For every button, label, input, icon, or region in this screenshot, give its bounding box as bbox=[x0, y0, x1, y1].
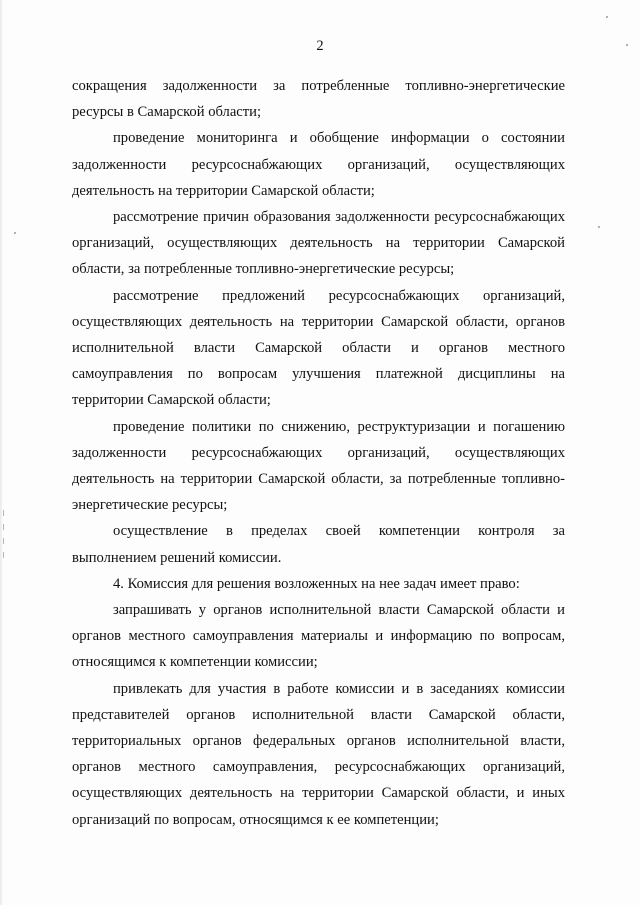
document-body bbox=[72, 73, 565, 833]
paragraph-proposals: рассмотрение предложений ресурсоснабжающих организаций, осуществляющих деятельность на территории Самарской области, органов исполнительной власти Самарской области и органов местного самоуправления по вопросам улучшения платежной дисциплины на территории Самарской области; bbox=[72, 287, 565, 409]
paragraph-control: осуществление в пределах своей компетенции контроля за выполнением решений комиссии. bbox=[72, 523, 565, 566]
paragraph-monitoring: проведение мониторинга и обобщение информации о состоянии задолженности ресурсоснабжающих организаций, осуществляющих деятельность на территории Самарской области; bbox=[72, 130, 565, 199]
scan-mark bbox=[3, 524, 4, 530]
paragraph-section-4-heading: 4. Комиссия для решения возложенных на нее задач имеет право: bbox=[113, 575, 520, 592]
page-number: 2 bbox=[316, 38, 324, 54]
scan-mark bbox=[3, 552, 4, 558]
scan-speck bbox=[606, 16, 608, 18]
scan-mark bbox=[3, 538, 4, 544]
scan-mark bbox=[3, 510, 4, 516]
paragraph-debt-policy: проведение политики по снижению, реструктуризации и погашению задолженности ресурсоснабжающих организаций, осуществляющих деятельность на территории Самарской области, за потребленные топливно-энергетические ресурсы; bbox=[72, 418, 565, 514]
paragraph-debt-causes: рассмотрение причин образования задолженности ресурсоснабжающих организаций, осуществляющих деятельность на территории Самарской области, за потребленные топливно-энергетические ресурсы; bbox=[72, 209, 565, 278]
scan-speck bbox=[598, 226, 600, 228]
paragraph-involve-representatives: привлекать для участия в работе комиссии и в заседаниях комиссии представителей органов исполнительной власти Самарской области, территориальных органов федеральных органов исполнительной власти, органов местного самоуправления, ресурсоснабжающих организаций, осуществляющих деятельность на территории Самарской области, и иных организаций по вопросам, относящимся к ее компетенции; bbox=[72, 680, 565, 828]
paragraph-request-materials: запрашивать у органов исполнительной власти Самарской области и органов местного самоуправления материалы и информацию по вопросам, относящимся к компетенции комиссии; bbox=[72, 602, 565, 671]
paragraph-continuation: сокращения задолженности за потребленные топливно-энергетические ресурсы в Самарской области; bbox=[72, 78, 565, 121]
scan-speck bbox=[14, 232, 16, 234]
scan-edge-shadow bbox=[0, 0, 3, 905]
